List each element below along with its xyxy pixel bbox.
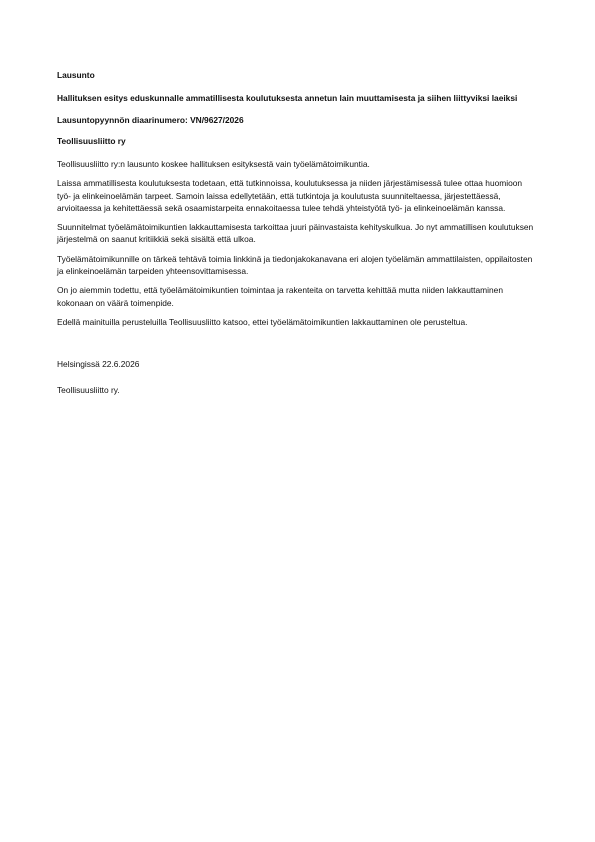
place-and-date: Helsingissä 22.6.2026	[57, 359, 140, 370]
paragraph-5: On jo aiemmin todettu, että työelämätoimikuntien toimintaa ja rakenteita on tarvetta kehittää mutta niiden lakkauttaminen kokonaan on väärä toimenpide.	[57, 285, 503, 308]
signature: Teollisuusliitto ry.	[57, 385, 120, 396]
paragraph-3: Suunnitelmat työelämätoimikuntien lakkauttamisesta tarkoittaa juuri päinvastaista kehityskulkua. Jo nyt ammatillisen koulutuksen järjestelmä on saanut kritiikkiä sekä sisältä että ulkoa.	[57, 222, 534, 245]
paragraph-4: Työelämätoimikunnille on tärkeä tehtävä toimia linkkinä ja tiedonjakokanavana eri alojen työelämän ammattilaisten, oppilaitosten ja elinkeinoelämän tarpeiden yhteensovittamisessa.	[57, 253, 533, 276]
paragraph-1: Teollisuusliitto ry:n lausunto koskee hallituksen esityksestä vain työelämätoimikuntia.	[57, 158, 370, 169]
document-page	[57, 69, 537, 397]
organization-name: Teollisuusliitto ry	[57, 135, 126, 146]
paragraph-6: Edellä mainituilla perusteluilla Teollisuusliitto katsoo, ettei työelämätoimikuntien lakkauttaminen ole perusteltua.	[57, 316, 468, 327]
document-title: Hallituksen esitys eduskunnalle ammatillisesta koulutuksesta annetun lain muuttamisesta ja siihen liittyviksi laeiksi	[57, 93, 518, 104]
document-type: Lausunto	[57, 70, 95, 80]
request-number: Lausuntopyynnön diaarinumero: VN/9627/2026	[57, 114, 244, 125]
paragraph-2: Laissa ammatillisesta koulutuksesta todetaan, että tutkinnoissa, koulutuksessa ja niiden järjestämisessä tulee ottaa huomioon työ- ja elinkeinoelämän tarpeet. Samoin laissa edellytetään, että tutkintoja ja koulutusta suunniteltaessa, järjestettäessä, arvioitaessa ja kehitettäessä sekä osaamistarpeita ennakoitaessa tulee tehdä yhteistyötä työ- ja elinkeinoelämän kanssa.	[57, 178, 523, 213]
